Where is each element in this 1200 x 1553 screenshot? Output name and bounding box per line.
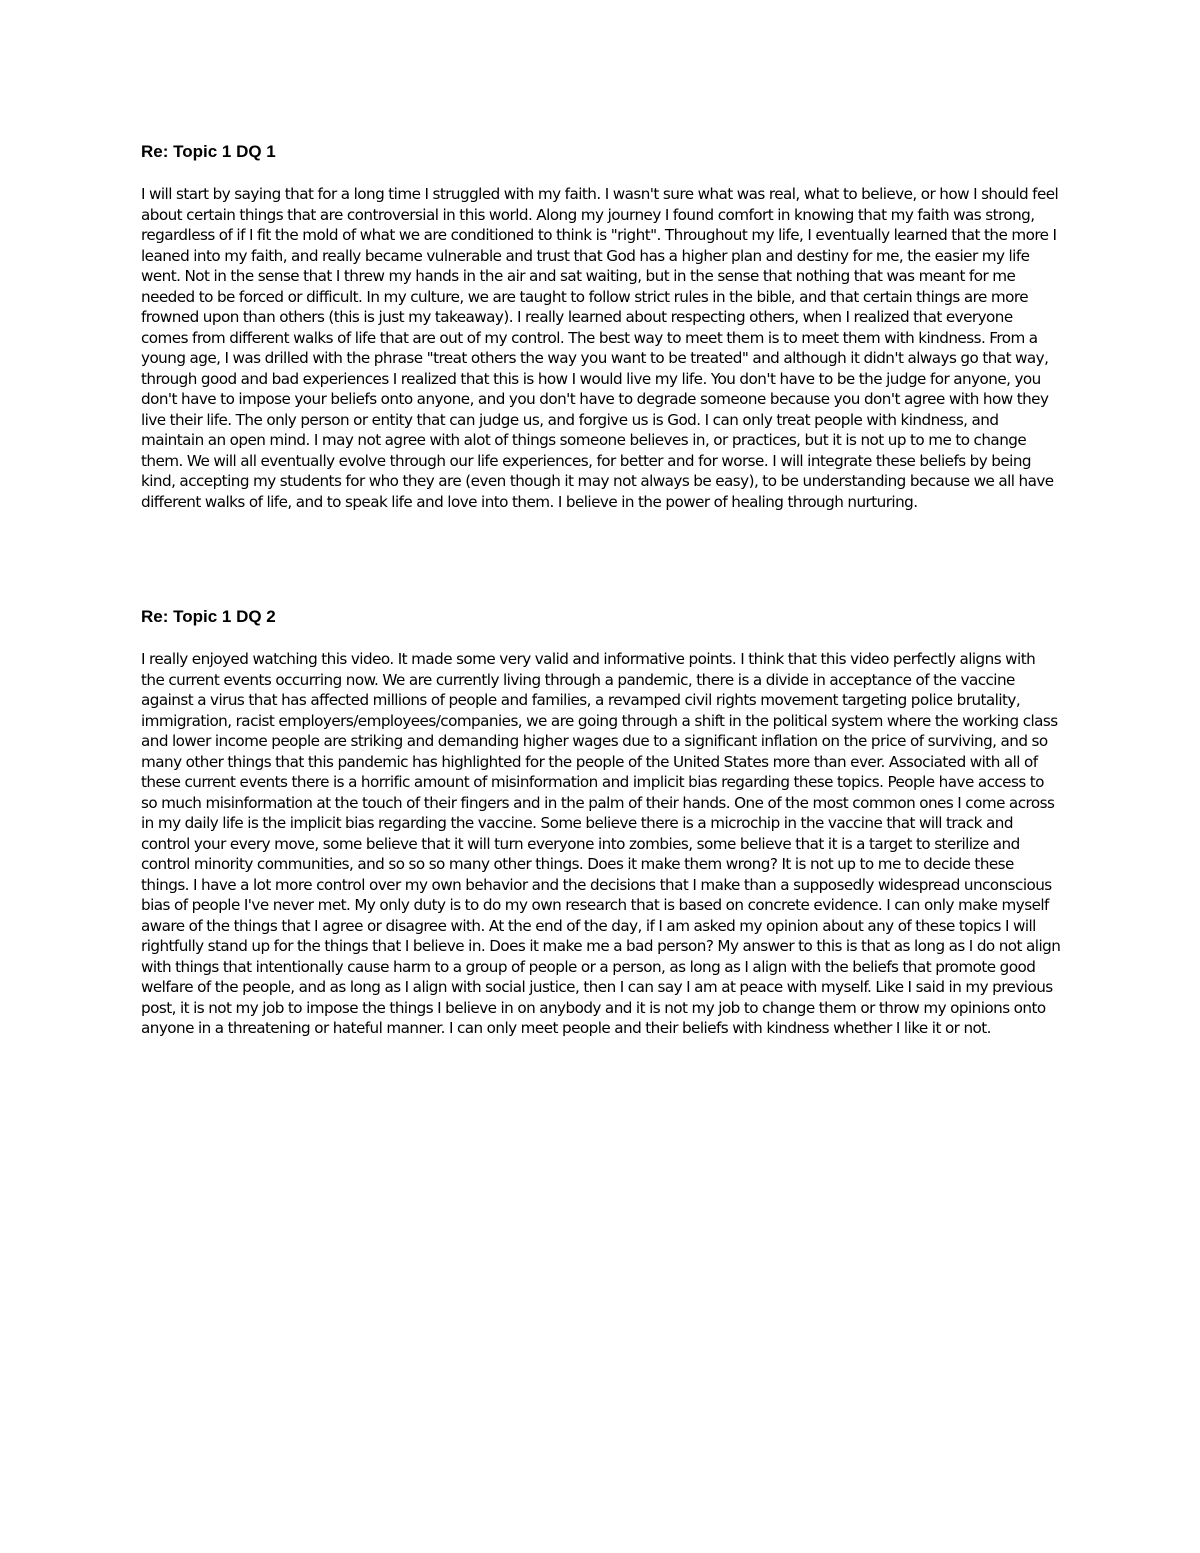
post-title: Re: Topic 1 DQ 1 [141, 142, 276, 161]
post-title: Re: Topic 1 DQ 2 [141, 607, 276, 626]
post-body: I will start by saying that for a long time I struggled with my faith. I wasn't sure what was real, what to believe, or how I should feel about certain things that are controversial in this world. Along my journey I found comfort in knowing that my faith was strong, regardless of if I fit the mold of what we are conditioned to think is "right". Throughout my life, I eventually learned that the more I leaned into my faith, and really became vulnerable and trust that God has a higher plan and destiny for me, the easier my life went. Not in the sense that I threw my hands in the air and sat waiting, but in the sense that nothing that was meant for me needed to be forced or difficult. In my culture, we are taught to follow strict rules in the bible, and that certain things are more frowned upon than others (this is just my takeaway). I really learned about respecting others, when I realized that everyone comes from different walks of life that are out of my control. The best way to meet them is to meet them with kindness. From a young age, I was drilled with the phrase "treat others the way you want to be treated" and although it didn't always go that way, through good and bad experiences I realized that this is how I would live my life. You don't have to be the judge for anyone, you don't have to impose your beliefs onto anyone, and you don't have to degrade someone because you don't agree with how they live their life. The only person or entity that can judge us, and forgive us is God. I can only treat people with kindness, and maintain an open mind. I may not agree with alot of things someone believes in, or practices, but it is not up to me to change them. We will all eventually evolve through our life experiences, for better and for worse. I will integrate these beliefs by being kind, accepting my students for who they are (even though it may not always be easy), to be understanding because we all have different walks of life, and to speak life and love into them. I believe in the power of healing through nurturing. [141, 185, 1059, 511]
post-topic-1-dq-1 [141, 141, 1061, 512]
post-topic-1-dq-2 [141, 606, 1061, 1039]
post-body: I really enjoyed watching this video. It made some very valid and informative points. I think that this video perfectly aligns with the current events occurring now. We are currently living through a pandemic, there is a divide in acceptance of the vaccine against a virus that has affected millions of people and families, a revamped civil rights movement targeting police brutality, immigration, racist employers/employees/companies, we are going through a shift in the political system where the working class and lower income people are striking and demanding higher wages due to a significant inflation on the price of surviving, and so many other things that this pandemic has highlighted for the people of the United States more than ever. Associated with all of these current events there is a horrific amount of misinformation and implicit bias regarding these topics. People have access to so much misinformation at the touch of their fingers and in the palm of their hands. One of the most common ones I come across in my daily life is the implicit bias regarding the vaccine. Some believe there is a microchip in the vaccine that will track and control your every move, some believe that it will turn everyone into zombies, some believe that it is a target to sterilize and control minority communities, and so so so many other things. Does it make them wrong? It is not up to me to decide these things. I have a lot more control over my own behavior and the decisions that I make than a supposedly widespread unconscious bias of people I've never met. My only duty is to do my own research that is based on concrete evidence. I can only make myself aware of the things that I agree or disagree with. At the end of the day, if I am asked my opinion about any of these topics I will rightfully stand up for the things that I believe in. Does it make me a bad person? My answer to this is that as long as I do not align with things that intentionally cause harm to a group of people or a person, as long as I align with the beliefs that promote good welfare of the people, and as long as I align with social justice, then I can say I am at peace with myself. Like I said in my previous post, it is not my job to impose the things I believe in on anybody and it is not my job to change them or throw my opinions onto anyone in a threatening or hateful manner. I can only meet people and their beliefs with kindness whether I like it or not. [141, 650, 1061, 1037]
